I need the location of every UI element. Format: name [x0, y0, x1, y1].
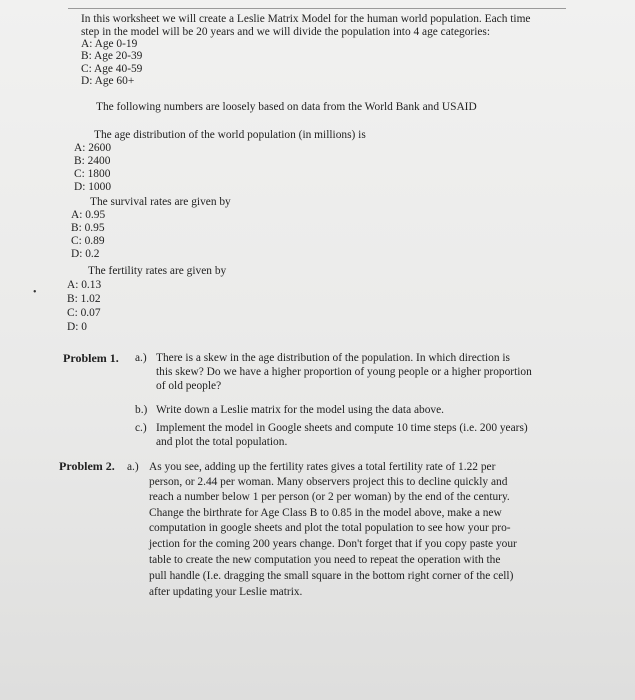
top-rule	[68, 8, 566, 9]
problem-1c-line-1: Implement the model in Google sheets and compute 10 time steps (i.e. 200 years)	[156, 422, 528, 434]
problem-2a-line-6: jection for the coming 200 years change. Don't forget that if you copy paste your	[149, 538, 517, 550]
problem-1c-line-2: and plot the total population.	[156, 436, 288, 448]
age-value-a: A: 2600	[74, 142, 112, 154]
category-c: C: Age 40-59	[81, 63, 143, 75]
problem-1b-line-1: Write down a Leslie matrix for the model using the data above.	[156, 404, 445, 416]
problem-2-label: Problem 2.	[59, 459, 115, 473]
problem-2a-line-4: Change the birthrate for Age Class B to 0.85 in the model above, make a new	[149, 507, 502, 519]
fertility-value-d: D: 0	[67, 321, 87, 333]
category-a: A: Age 0-19	[81, 38, 138, 50]
survival-value-b: B: 0.95	[71, 222, 105, 234]
fertility-value-c: C: 0.07	[67, 307, 101, 319]
problem-1-label: Problem 1.	[63, 351, 119, 365]
category-d: D: Age 60+	[81, 75, 135, 87]
age-value-c: C: 1800	[74, 168, 111, 180]
intro-line-1: In this worksheet we will create a Leslie Matrix Model for the human world population. Each time	[81, 13, 531, 25]
problem-1b-marker: b.)	[135, 404, 148, 416]
fertility-heading: The fertility rates are given by	[88, 265, 227, 277]
problem-2a-line-1: As you see, adding up the fertility rates gives a total fertility rate of 1.22 per	[149, 461, 496, 473]
problem-2a-line-5: computation in google sheets and plot the total population to see how your pro-	[149, 522, 511, 534]
problem-1a-line-1: There is a skew in the age distribution of the population. In which direction is	[156, 352, 510, 364]
problem-1a-line-3: of old people?	[156, 380, 222, 392]
problem-2a-line-9: after updating your Leslie matrix.	[149, 586, 303, 598]
problem-1a-line-2: this skew? Do we have a higher proportion of young people or a higher proportion	[156, 366, 532, 378]
intro-line-2: step in the model will be 20 years and we will divide the population into 4 age categories:	[81, 26, 491, 38]
margin-dot: •	[33, 287, 37, 298]
problem-1c-marker: c.)	[135, 422, 147, 434]
fertility-value-b: B: 1.02	[67, 293, 101, 305]
survival-value-c: C: 0.89	[71, 235, 105, 247]
category-b: B: Age 20-39	[81, 50, 143, 62]
survival-value-a: A: 0.95	[71, 209, 106, 221]
problem-2a-marker: a.)	[127, 461, 139, 473]
source-note: The following numbers are loosely based on data from the World Bank and USAID	[96, 101, 477, 113]
problem-1a-marker: a.)	[135, 352, 147, 364]
age-distribution-heading: The age distribution of the world population (in millions) is	[94, 129, 366, 141]
age-value-b: B: 2400	[74, 155, 111, 167]
problem-2a-line-3: reach a number below 1 per person (or 2 per woman) by the end of the century.	[149, 491, 510, 503]
fertility-value-a: A: 0.13	[67, 279, 102, 291]
problem-2a-line-8: pull handle (I.e. dragging the small square in the bottom right corner of the cell)	[149, 570, 514, 582]
problem-2a-line-2: person, or 2.44 per woman. Many observers project this to decline quickly and	[149, 476, 508, 488]
survival-value-d: D: 0.2	[71, 248, 100, 260]
age-value-d: D: 1000	[74, 181, 112, 193]
survival-heading: The survival rates are given by	[90, 196, 231, 208]
problem-2a-line-7: table to create the new computation you need to repeat the operation with the	[149, 554, 501, 566]
